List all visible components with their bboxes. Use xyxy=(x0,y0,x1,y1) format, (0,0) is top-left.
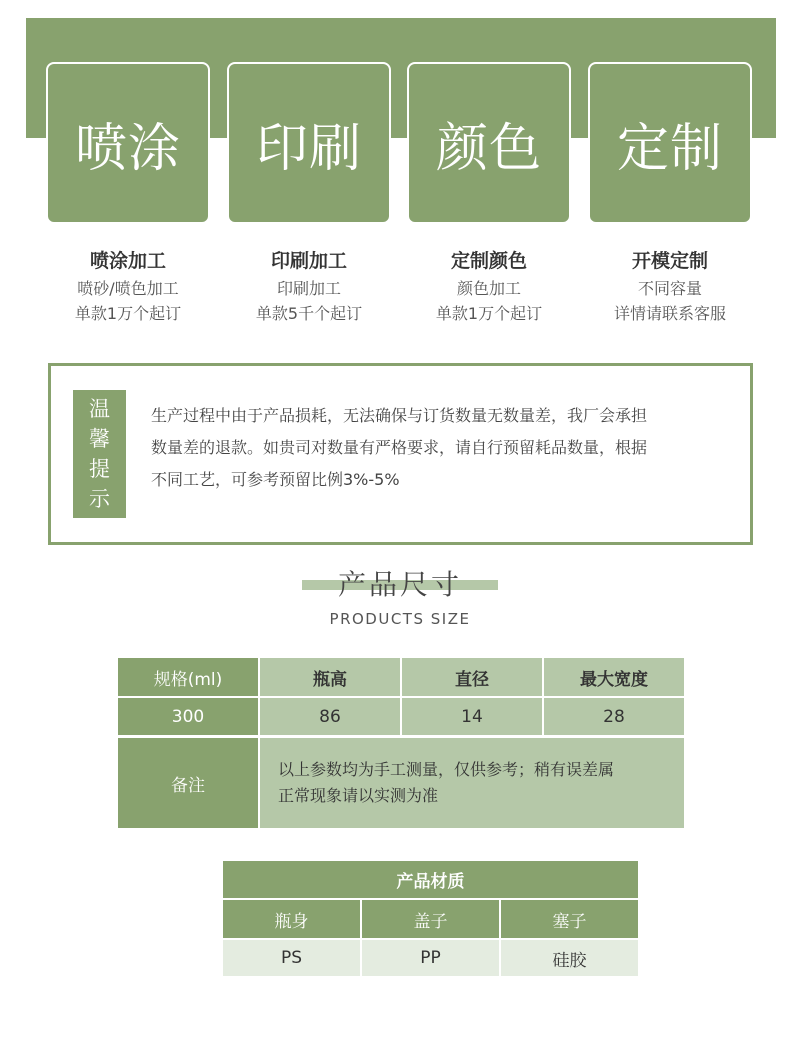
service-detail: 喷砂/喷色加工 xyxy=(77,279,179,298)
size-value-width: 28 xyxy=(544,698,684,735)
service-title: 喷涂加工 xyxy=(89,250,166,272)
service-custom xyxy=(580,246,760,326)
service-title: 印刷加工 xyxy=(270,250,347,272)
size-note-text xyxy=(260,738,684,828)
material-value-body: PS xyxy=(223,940,360,976)
service-minimum: 单款5千个起订 xyxy=(255,304,363,323)
size-section-title: 产品尺寸 xyxy=(337,568,462,601)
notice-line: 数量差的退款。如贵司对数量有严格要求，请自行预留耗品数量，根据 xyxy=(151,438,648,457)
tile-print xyxy=(227,62,391,224)
size-value-diameter: 14 xyxy=(402,698,542,735)
size-note-line: 正常现象请以实测为准 xyxy=(278,786,439,805)
service-minimum: 详情请联系客服 xyxy=(613,304,726,323)
size-header-diameter: 直径 xyxy=(402,658,542,696)
size-value-spec: 300 xyxy=(118,698,258,735)
tile-color-label: 颜色 xyxy=(435,118,542,179)
notice-box xyxy=(48,363,753,545)
material-header-cap: 盖子 xyxy=(362,900,499,938)
service-spray xyxy=(38,246,218,326)
notice-label xyxy=(73,390,126,518)
notice-text xyxy=(151,400,736,496)
service-title: 开模定制 xyxy=(631,250,708,272)
size-value-height: 86 xyxy=(260,698,400,735)
tile-spray xyxy=(46,62,210,224)
size-header-width: 最大宽度 xyxy=(544,658,684,696)
material-header-body: 瓶身 xyxy=(223,900,360,938)
material-header-plug: 塞子 xyxy=(501,900,638,938)
size-section-heading xyxy=(300,566,500,628)
service-detail: 印刷加工 xyxy=(276,279,341,298)
size-header-spec: 规格(ml) xyxy=(118,658,258,696)
tile-spray-label: 喷涂 xyxy=(74,118,181,179)
notice-label-char: 馨 xyxy=(89,427,110,451)
service-title: 定制颜色 xyxy=(450,250,527,272)
service-detail: 颜色加工 xyxy=(456,279,521,298)
notice-line: 不同工艺，可参考预留比例3%-5% xyxy=(151,470,400,489)
tile-custom xyxy=(588,62,752,224)
service-detail: 不同容量 xyxy=(637,279,702,298)
size-section-subtitle: PRODUCTS SIZE xyxy=(329,610,471,628)
notice-label-char: 示 xyxy=(89,487,110,511)
size-header-height: 瓶高 xyxy=(260,658,400,696)
service-minimum: 单款1万个起订 xyxy=(435,304,543,323)
tile-color xyxy=(407,62,571,224)
service-color xyxy=(399,246,579,326)
material-title: 产品材质 xyxy=(223,861,638,898)
service-minimum: 单款1万个起订 xyxy=(74,304,182,323)
notice-label-char: 提 xyxy=(89,457,110,481)
service-print xyxy=(219,246,399,326)
notice-label-char: 温 xyxy=(89,397,110,421)
size-note-label: 备注 xyxy=(118,738,258,828)
tile-print-label: 印刷 xyxy=(255,118,362,179)
material-value-cap: PP xyxy=(362,940,499,976)
tile-custom-label: 定制 xyxy=(616,118,723,179)
size-note-line: 以上参数均为手工测量，仅供参考；稍有误差属 xyxy=(278,760,615,779)
notice-line: 生产过程中由于产品损耗，无法确保与订货数量无数量差，我厂会承担 xyxy=(151,406,648,425)
material-value-plug: 硅胶 xyxy=(501,940,638,976)
